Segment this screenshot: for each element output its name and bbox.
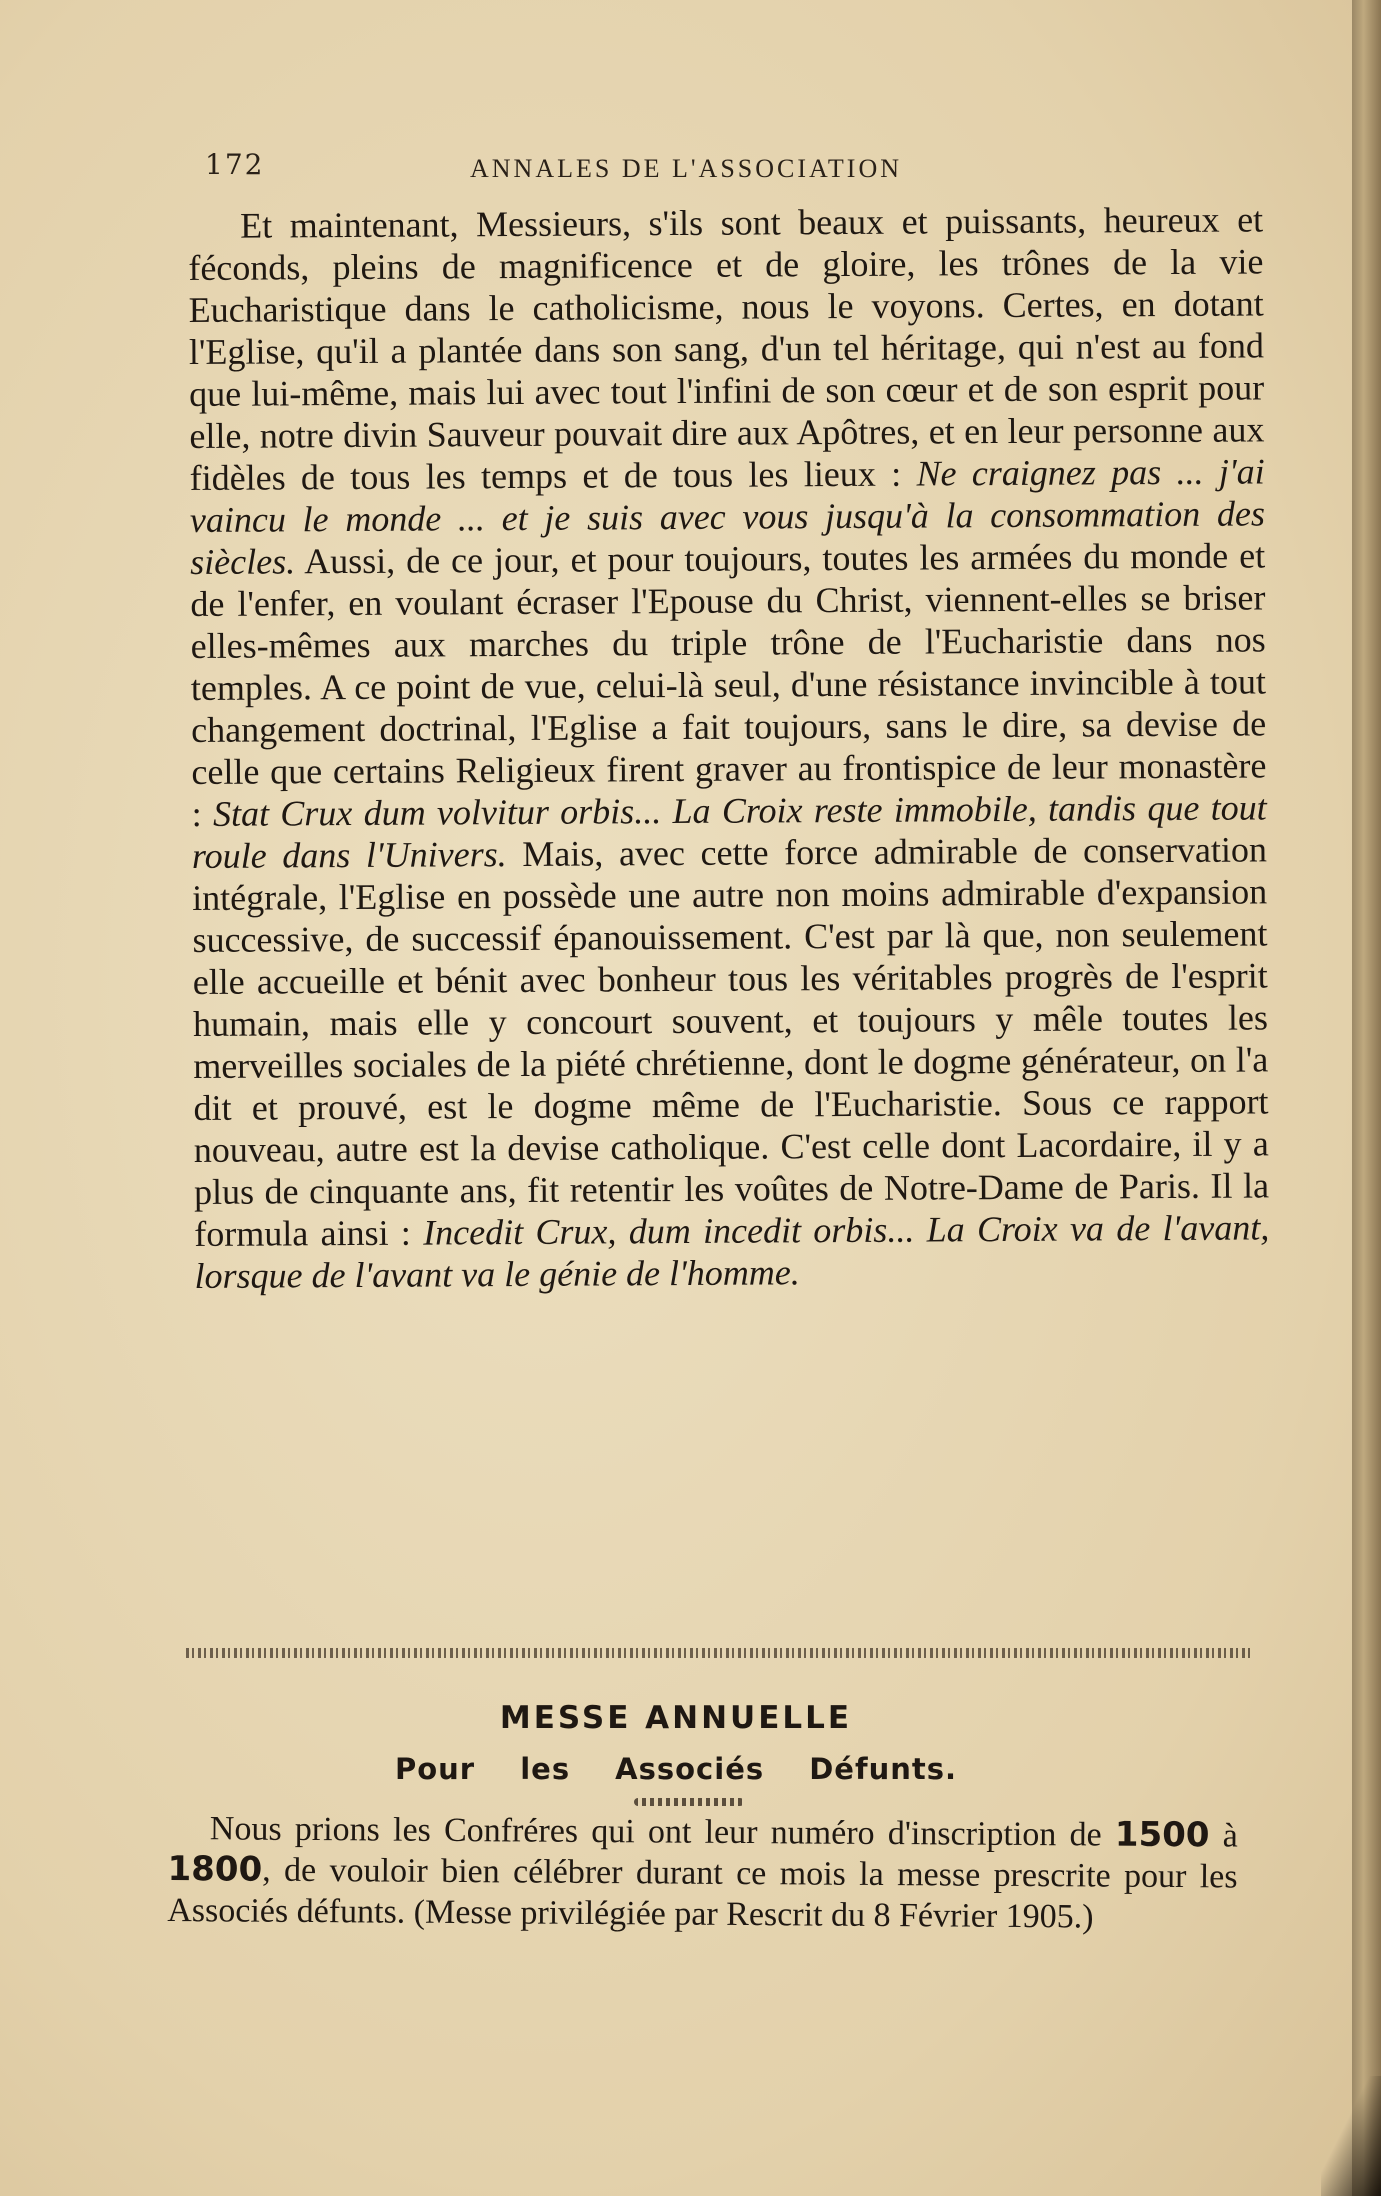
corner-shadow (1321, 2076, 1381, 2196)
text-segment: Et maintenant, Messieurs, s'ils sont beaux et puissants, heureux et féconds, pleins de magnificence et de gloire, les trônes de la vie Eucharistique dans le catholicisme, nous le voyons. Certes, en dotant l'Eglise, qu'il a plantée dans son sang, d'un tel héritage, qui n'est au fond que lui-même, mais lui avec tout l'infini de son cœur et de son esprit pour elle, notre divin Sauveur pouvait dire aux Apôtres, et en leur personne aux fidèles de tous les temps et de tous les lieux : (188, 199, 1265, 498)
text-segment: , de vouloir bien célébrer durant ce mois la messe prescrite pour les Associés défunts. (Messe privilégiée par Rescrit du 8 Février 1905.) (167, 1851, 1238, 1936)
paragraph (188, 198, 1270, 1297)
text-segment: Aussi, de ce jour, et pour toujours, toutes les armées du monde et de l'enfer, en voulant écraser l'Epouse du Christ, viennent-elles se briser elles-mêmes aux marches du triple trône de l'Eucharistie dans nos temples. A ce point de vue, celui-là seul, d'une résistance invincible à tout changement doctrinal, l'Eglise a fait toujours, sans le dire, sa devise de celle que certains Religieux firent graver au frontispice de leur monastère : (190, 535, 1267, 834)
page-header (0, 148, 1352, 188)
number-to: 1800 (167, 1848, 263, 1890)
ornamental-divider (186, 1648, 1250, 1658)
italic-quote: Ne craignez pas ... j'ai vaincu le monde ... et je suis avec vous jusqu'à la consommation des siècles. (189, 451, 1266, 582)
italic-quote: Stat Crux dum volvitur orbis... La Croix reste immobile, tandis que tout roule dans l'Univers. (191, 787, 1267, 876)
notice-text (167, 1808, 1238, 1938)
page-number: 172 (205, 148, 265, 181)
section-title: MESSE ANNUELLE (499, 1700, 853, 1736)
italic-quote: Incedit Crux, dum incedit orbis... La Croix va de l'avant, lorsque de l'avant va le génie de l'homme. (194, 1207, 1270, 1296)
text-segment: à (1209, 1817, 1238, 1855)
text-segment: Mais, avec cette force admirable de conservation intégrale, l'Eglise en possède une autre non moins admirable d'expansion successive, de successif épanouissement. C'est par là que, non seulement elle accueille et bénit avec bonheur tous les véritables progrès de l'esprit humain, mais elle y concourt souvent, et toujours y mêle toutes les merveilles sociales de la piété chrétienne, dont le dogme générateur, on l'a dit et prouvé, est le dogme même de l'Eucharistie. Sous ce rapport nouveau, autre est la devise catholique. C'est celle dont Lacordaire, il y a plus de cinquante ans, fit retentir les voûtes de Notre-Dame de Paris. Il la formula ainsi : (192, 829, 1270, 1254)
page-edge (1352, 0, 1381, 2196)
tilde-ornament (634, 1798, 744, 1806)
section-subtitle: Pour les Associés Défunts. (394, 1752, 958, 1786)
text-segment: Nous prions les Confréres qui ont leur numéro d'inscription de (209, 1810, 1116, 1854)
main-text (188, 198, 1270, 1297)
running-title: ANNALES DE L'ASSOCIATION (470, 154, 903, 183)
notice-paragraph (167, 1808, 1238, 1938)
number-from: 1500 (1114, 1814, 1210, 1856)
